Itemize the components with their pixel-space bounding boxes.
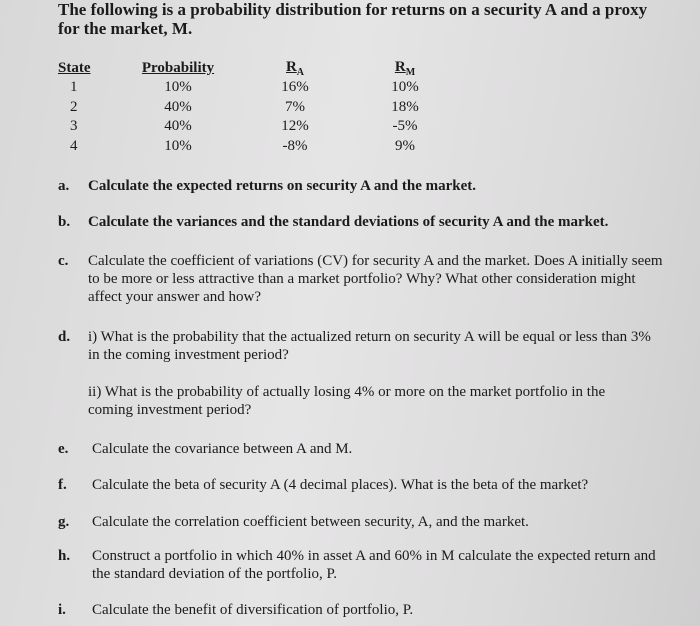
cell-rm: 9%: [395, 137, 415, 154]
question-text: Construct a portfolio in which 40% in asset A and 60% in M calculate the expected return and the standard deviation of the portfolio, P.: [92, 548, 656, 582]
question-text: ii) What is the probability of actually losing 4% or more on the market portfolio in the coming investment period?: [88, 384, 606, 418]
question-label: f.: [58, 477, 67, 493]
table-header-row: [58, 59, 460, 78]
header-ra: $R_A$: [285, 59, 305, 78]
header-rm: $R_M$: [394, 59, 416, 78]
table-row: [58, 98, 460, 118]
cell-rm: -5%: [392, 118, 418, 135]
question-text: i) What is the probability that the actualized return on security A will be equal or less than 3% in the coming investment period?: [88, 329, 651, 363]
cell-probability: 40%: [164, 118, 192, 135]
question-text: Calculate the expected returns on security A and the market.: [88, 178, 477, 194]
cell-ra: 7%: [285, 98, 305, 115]
question-label: b.: [58, 214, 71, 230]
cell-rm: 10%: [391, 79, 419, 96]
cell-probability: 10%: [164, 79, 192, 96]
intro-paragraph: The following is a probability distribution for returns on a security A and a proxy for the market, M.: [58, 0, 648, 38]
question-label: h.: [58, 548, 71, 564]
table-row: [58, 78, 460, 98]
cell-ra: 16%: [281, 79, 309, 96]
cell-probability: 40%: [164, 98, 192, 115]
cell-state: 4: [70, 137, 78, 154]
probability-distribution-table: [58, 59, 460, 156]
question-label: g.: [58, 514, 70, 530]
table-row: [58, 137, 460, 157]
question-text: Calculate the coefficient of variations (CV) for security A and the market. Does A initially seem to be more or less attractive than a market portfolio? Why? What other consideration might affect your answer and how?: [88, 253, 663, 305]
question-text: Calculate the correlation coefficient between security, A, and the market.: [92, 514, 529, 530]
question-text: Calculate the benefit of diversification of portfolio, P.: [92, 602, 414, 618]
header-probability: Probability: [141, 60, 215, 76]
cell-state: 2: [70, 98, 78, 115]
question-text: Calculate the covariance between A and M.: [92, 441, 353, 457]
cell-state: 1: [70, 79, 78, 96]
question-label: i.: [58, 602, 66, 618]
table-row: [58, 117, 460, 137]
cell-rm: 18%: [391, 98, 419, 115]
question-label: a.: [58, 178, 70, 194]
cell-probability: 10%: [164, 137, 192, 154]
cell-ra: -8%: [282, 137, 308, 154]
cell-state: 3: [70, 118, 78, 135]
question-text: Calculate the variances and the standard deviations of security A and the market.: [88, 214, 609, 230]
question-label: e.: [58, 441, 69, 457]
cell-ra: 12%: [281, 118, 309, 135]
question-label: c.: [58, 253, 69, 269]
question-label: d.: [58, 329, 71, 345]
header-state: State: [58, 60, 91, 76]
question-text: Calculate the beta of security A (4 decimal places). What is the beta of the market?: [92, 477, 589, 493]
